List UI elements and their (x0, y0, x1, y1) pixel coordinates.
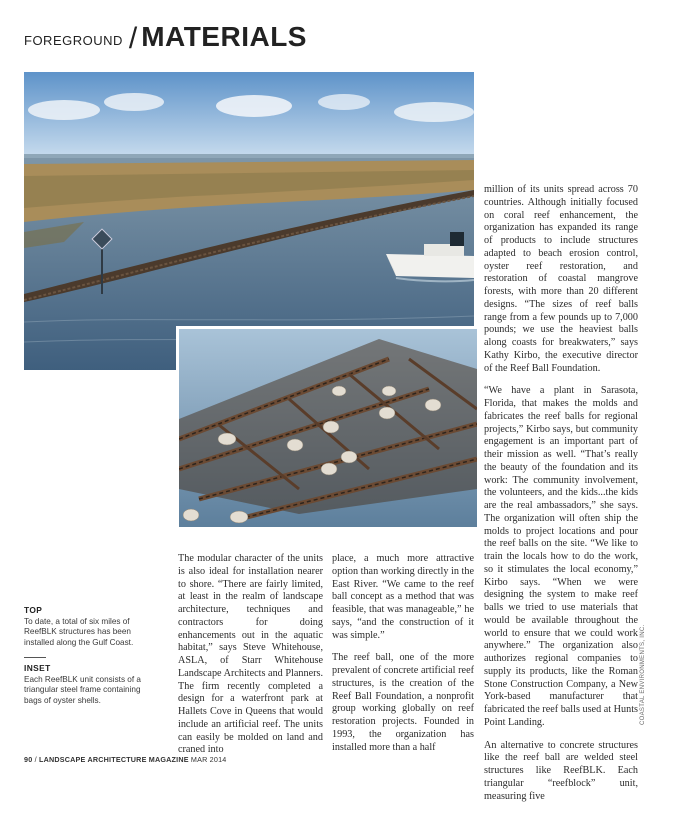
inset-photo (176, 326, 477, 527)
paragraph: The modular character of the units is also ideal for installation nearer to shore. “There are fairly limited, at least in the realm of landscape architecture, techniques and contractors for doing enhancements out in the aquatic habitat,” says Steve Whitehouse, ASLA, of Starr Whitehouse Landscape Architects and Planners. The firm recently completed a design for a waterfront park at Hallets Cove in Queens that would include an artificial reef. The units can easily be molded on land and craned into (178, 553, 323, 756)
issue-date: MAR 2014 (190, 755, 227, 764)
footer-separator: / (34, 755, 40, 764)
caption-divider (24, 657, 46, 658)
header-slash: / (128, 22, 138, 55)
caption-top (24, 605, 144, 648)
caption-heading: TOP (24, 605, 43, 615)
article-column-left (178, 553, 323, 767)
paragraph: million of its units spread across 70 countries. Although initially focused on coral reef enhancement, the organization has expanded its range of products to include structures adapted to beach erosion control, oyster reef restoration, and restoration of coastal mangrove forests, with more than 20 different designs. “The sizes of reef balls range from a few pounds up to 7,000 pounds; we use the heaviest balls along coasts for breakwaters,” says Kathy Kirbo, the executive director of the Reef Ball Foundation. (484, 184, 638, 374)
page-title: MATERIALS (141, 21, 307, 52)
caption-inset (24, 663, 144, 706)
article-column-middle (332, 553, 474, 764)
paragraph: place, a much more attractive option than working directly in the East River. “We came to the reef ball concept as a method that was feasible, that was manageable,” he says, “and the construction of it was simple.” (332, 553, 474, 641)
paragraph: “We have a plant in Sarasota, Florida, that makes the molds and fabricates the reef balls for regional projects,” Kirbo says, but community engagement is an important part of their mission as well. “That’s really the beauty of the foundation and its work: The community involvement, the volunteers, and the kids...the kids are the real ambassadors,” she says. The organization will often ship the molds to project locations and pour the reef balls on the site. “We like to train the locals how to do the work, so it stimulates the local economy,” Kirbo says. “When we were designing the system to make reef balls we tried to use materials that would be available throughout the world to ensure that we could work anywhere.” The organization also authorizes regional companies to supply its products, like the Roman Stone Construction Company, a New York-based manufacturer that fabricated the reef balls used at Hunts Point Landing. (484, 385, 638, 728)
photo-credit-text: COASTAL ENVIRONMENTS, INC. (640, 624, 646, 725)
page-number: 90 (24, 755, 33, 764)
caption-text: To date, a total of six miles of ReefBLK structures has been installed along the Gulf Coast. (24, 616, 134, 647)
paragraph: An alternative to concrete structures like the reef ball are welded steel structures like ReefBLK. Each triangular “reefblock” unit, measuring five (484, 739, 638, 802)
caption-text: Each ReefBLK unit consists of a triangular steel frame containing bags of oyster shells. (24, 674, 141, 705)
page-header (24, 14, 307, 54)
section-label: FOREGROUND (24, 33, 123, 48)
caption-heading: INSET (24, 663, 51, 673)
magazine-name: LANDSCAPE ARCHITECTURE MAGAZINE (39, 755, 189, 764)
paragraph: The reef ball, one of the more prevalent of concrete artificial reef structures, is the creation of the Reef Ball Foundation, a nonprofit group working globally on reef restoration projects. Founded in 1993, the organization has installed more than a half (332, 652, 474, 753)
page-footer (24, 755, 226, 764)
article-column-right (484, 184, 638, 813)
photo-credit (640, 615, 650, 725)
